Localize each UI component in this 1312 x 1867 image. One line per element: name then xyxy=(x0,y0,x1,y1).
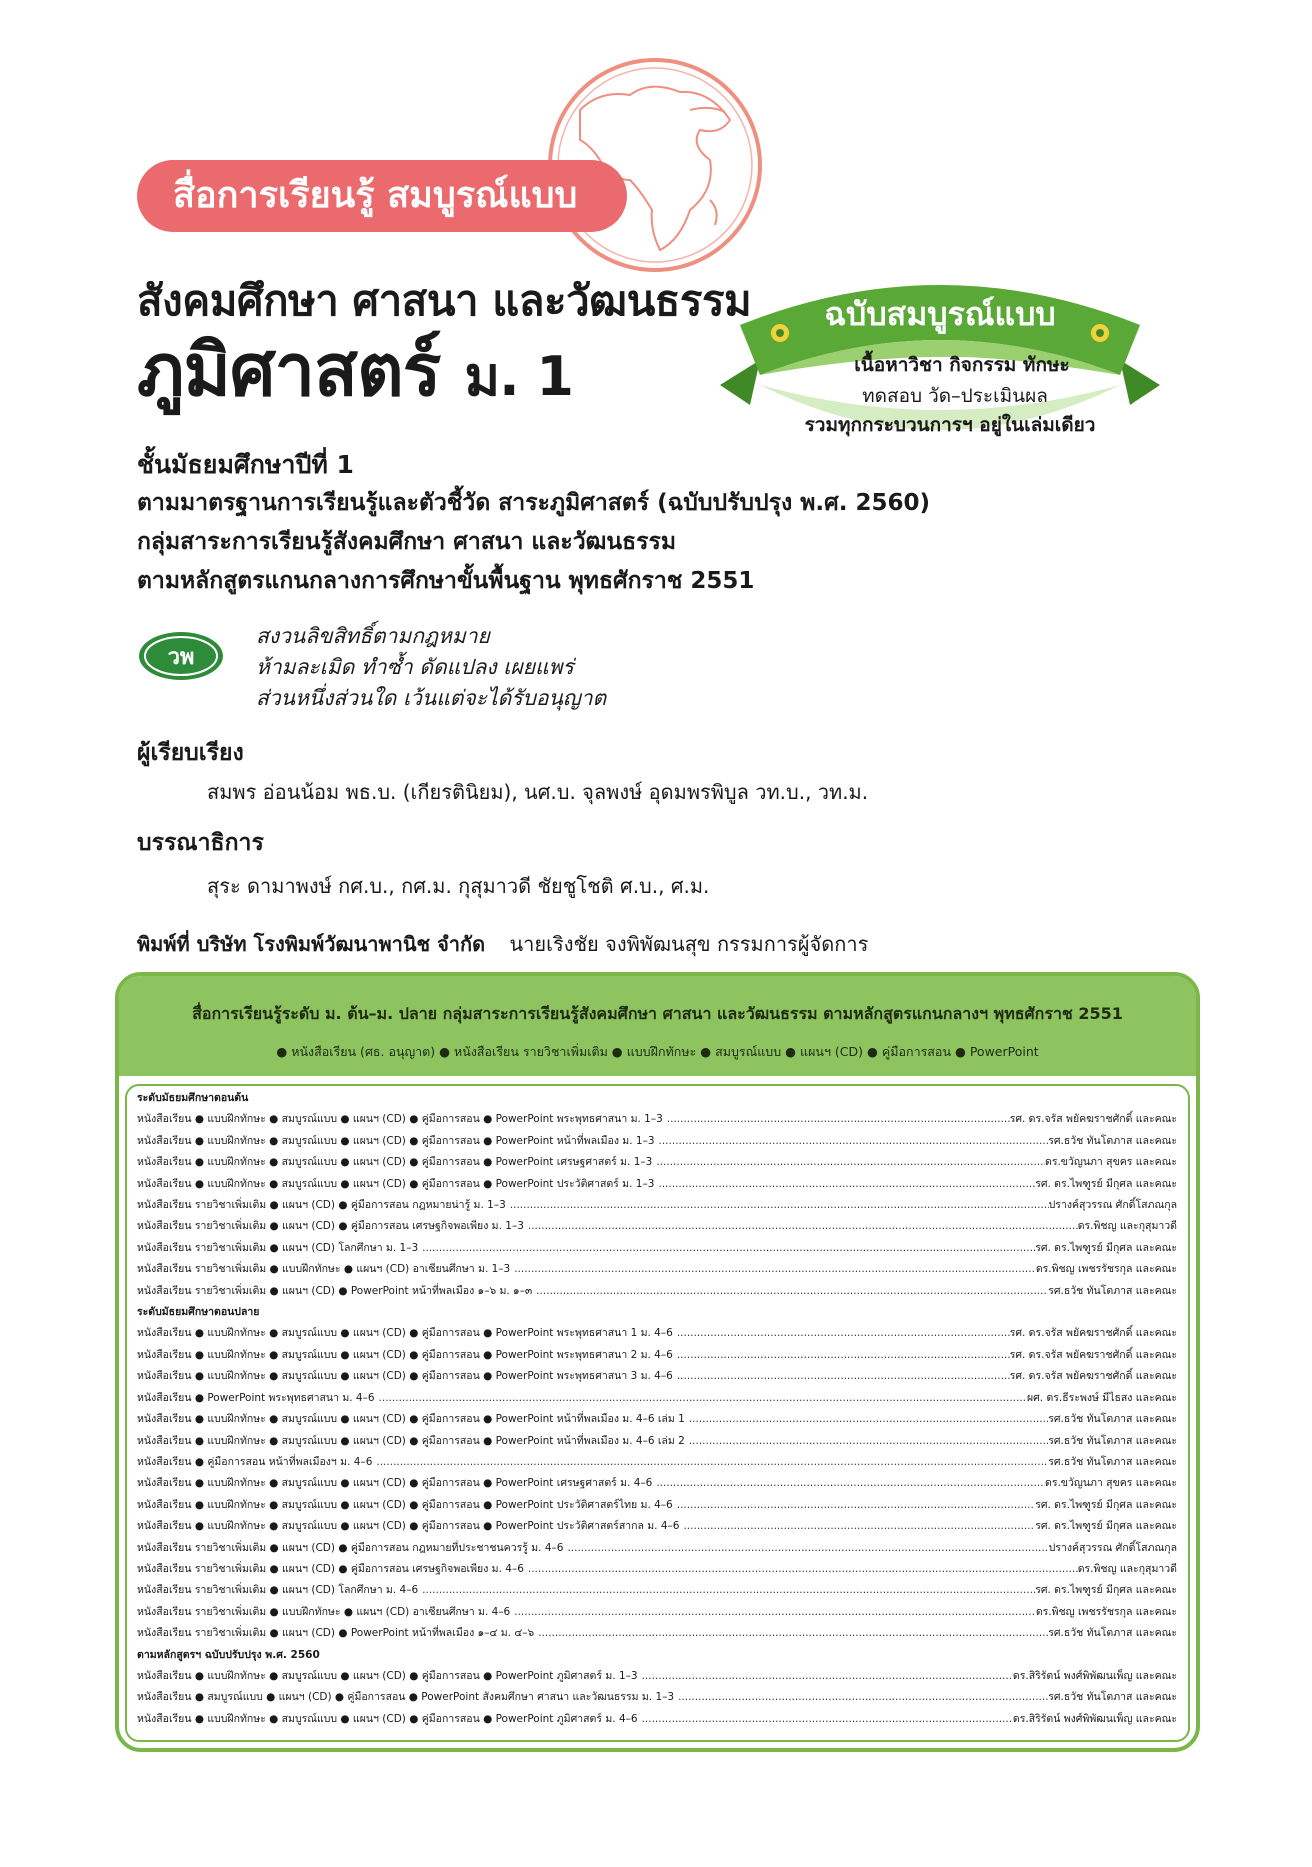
catalog-row-title: หนังสือเรียน ● แบบฝึกทักษะ ● สมบูรณ์แบบ ● แผนฯ (CD) ● คู่มือการสอน ● PowerPoint หน้าที่พลเมือง ม. 4–6 เล่ม 1 xyxy=(137,1413,685,1426)
editor-heading: บรรณาธิการ xyxy=(137,830,264,856)
catalog-row-author: รศ.ธวัช ทันโตภาส และคณะ xyxy=(1048,1134,1177,1147)
catalog-row xyxy=(137,1109,1177,1130)
catalog-row-title: หนังสือเรียน รายวิชาเพิ่มเติม ● แผนฯ (CD) ● คู่มือการสอน เศรษฐกิจพอเพียง ม. 1–3 xyxy=(137,1220,524,1233)
catalog-row-title: หนังสือเรียน รายวิชาเพิ่มเติม ● แผนฯ (CD) ● คู่มือการสอน กฎหมายที่ประชาชนควรรู้ ม. 4–6 xyxy=(137,1541,564,1554)
catalog-row-author: ดร.พิชญ และกุสุมาวดี xyxy=(1077,1562,1177,1575)
book-level: ม. 1 xyxy=(464,345,573,408)
catalog-row-author: ดร.สิริรัตน์ พงศ์พิพัฒนเพ็ญ และคณะ xyxy=(1012,1669,1177,1682)
dot-leader xyxy=(506,1195,1049,1216)
catalog-row xyxy=(137,1259,1177,1280)
catalog-row-title: หนังสือเรียน รายวิชาเพิ่มเติม ● แบบฝึกทักษะ ● แผนฯ (CD) อาเซียนศึกษา ม. 4–6 xyxy=(137,1605,511,1618)
dot-leader xyxy=(673,1366,1010,1387)
catalog-row-author: รศ. ดร.ไพฑูรย์ มีกุศล และคณะ xyxy=(1035,1241,1177,1254)
catalog-row xyxy=(137,1174,1177,1195)
dot-leader xyxy=(510,1259,1036,1280)
catalog-row-author: ดร.สิริรัตน์ พงศ์พิพัฒนเพ็ญ และคณะ xyxy=(1012,1712,1177,1725)
catalog-row-author: ดร.ขวัญนภา สุขคร และคณะ xyxy=(1045,1156,1177,1169)
badge-line-3: รวมทุกกระบวนการฯ อยู่ในเล่มเดียว xyxy=(804,414,1096,436)
dot-leader xyxy=(534,1623,1048,1644)
catalog-row xyxy=(137,1366,1177,1387)
catalog-row xyxy=(137,1602,1177,1623)
catalog-row xyxy=(137,1131,1177,1152)
catalog-row xyxy=(137,1409,1177,1430)
flower-icon xyxy=(1091,324,1109,342)
dot-leader xyxy=(685,1409,1048,1430)
catalog-row xyxy=(137,1580,1177,1601)
catalog-row xyxy=(137,1152,1177,1173)
catalog-row-title: หนังสือเรียน ● แบบฝึกทักษะ ● สมบูรณ์แบบ ● แผนฯ (CD) ● คู่มือการสอน ● PowerPoint หน้าที่พลเมือง ม. 4–6 เล่ม 2 xyxy=(137,1434,685,1447)
dot-leader xyxy=(652,1152,1045,1173)
dot-leader xyxy=(372,1452,1048,1473)
catalog-group-heading: ระดับมัธยมศึกษาตอนต้น xyxy=(137,1092,249,1104)
dot-leader xyxy=(375,1388,1027,1409)
catalog-row-title: หนังสือเรียน ● แบบฝึกทักษะ ● สมบูรณ์แบบ ● แผนฯ (CD) ● คู่มือการสอน ● PowerPoint ภูมิศาสตร์ ม. 1–3 xyxy=(137,1669,638,1682)
dot-leader xyxy=(563,1538,1048,1559)
catalog-row-author: รศ. ดร.ไพฑูรย์ มีกุศล และคณะ xyxy=(1035,1584,1177,1597)
dot-leader xyxy=(418,1580,1035,1601)
catalog-row-author: รศ.ธวัช ทันโตภาส และคณะ xyxy=(1048,1434,1177,1447)
catalog-row-title: หนังสือเรียน ● แบบฝึกทักษะ ● สมบูรณ์แบบ ● แผนฯ (CD) ● คู่มือการสอน ● PowerPoint ประวัติศาสตร์สากล ม. 4–6 xyxy=(137,1520,680,1533)
catalog-row-title: หนังสือเรียน ● แบบฝึกทักษะ ● สมบูรณ์แบบ ● แผนฯ (CD) ● คู่มือการสอน ● PowerPoint ประวัติศาสตร์ไทย ม. 4–6 xyxy=(137,1498,673,1511)
catalog-row-author: รศ.ธวัช ทันโตภาส และคณะ xyxy=(1048,1413,1177,1426)
catalog-row xyxy=(137,1195,1177,1216)
publisher-person: นายเริงชัย จงพิพัฒนสุข กรรมการผู้จัดการ xyxy=(509,932,869,956)
badge-ribbon-text: ฉบับสมบูรณ์แบบ xyxy=(824,295,1056,333)
catalog-row-title: หนังสือเรียน ● แบบฝึกทักษะ ● สมบูรณ์แบบ ● แผนฯ (CD) ● คู่มือการสอน ● PowerPoint เศรษฐศาสตร์ ม. 1–3 xyxy=(137,1156,653,1169)
dot-leader xyxy=(532,1281,1048,1302)
catalog-row xyxy=(137,1687,1177,1708)
catalog-row-author: รศ. ดร.จรัส พยัคฆราชศักดิ์ และคณะ xyxy=(1009,1348,1177,1361)
badge-line-1: เนื้อหาวิชา กิจกรรม ทักษะ xyxy=(854,354,1070,376)
catalog-row xyxy=(137,1431,1177,1452)
catalog-row-title: หนังสือเรียน ● แบบฝึกทักษะ ● สมบูรณ์แบบ ● แผนฯ (CD) ● คู่มือการสอน ● PowerPoint หน้าที่พลเมือง ม. 1–3 xyxy=(137,1134,655,1147)
book-title-text: ภูมิศาสตร์ xyxy=(137,328,441,412)
catalog-row-title: หนังสือเรียน ● แบบฝึกทักษะ ● สมบูรณ์แบบ ● แผนฯ (CD) ● คู่มือการสอน ● PowerPoint พระพุทธศาสนา 2 ม. 4–6 xyxy=(137,1348,673,1361)
catalog-row-title: หนังสือเรียน ● แบบฝึกทักษะ ● สมบูรณ์แบบ ● แผนฯ (CD) ● คู่มือการสอน ● PowerPoint พระพุทธศาสนา 1 ม. 4–6 xyxy=(137,1327,673,1340)
grade-level: ชั้นมัธยมศึกษาปีที่ 1 xyxy=(137,450,354,479)
catalog-row-author: ดร.พิชญ และกุสุมาวดี xyxy=(1077,1220,1177,1233)
catalog-group-heading: ระดับมัธยมศึกษาตอนปลาย xyxy=(137,1306,260,1319)
catalog-row xyxy=(137,1559,1177,1580)
catalog-row xyxy=(137,1623,1177,1644)
catalog-row xyxy=(137,1345,1177,1366)
dot-leader xyxy=(685,1431,1048,1452)
catalog-row xyxy=(137,1323,1177,1344)
catalog-row-author: ผศ. ดร.ธีระพงษ์ มีไธสง และคณะ xyxy=(1026,1391,1177,1404)
badge-line-2: ทดสอบ วัด–ประเมินผล xyxy=(862,385,1048,407)
dot-leader xyxy=(654,1174,1035,1195)
catalog-group-heading: ตามหลักสูตรฯ ฉบับปรับปรุง พ.ศ. 2560 xyxy=(137,1648,320,1661)
catalog-row-author: ดร.พิชญ เพชรรัชรกุล และคณะ xyxy=(1035,1605,1177,1618)
subject-heading: สังคมศึกษา ศาสนา และวัฒนธรรม xyxy=(137,276,752,325)
copyright-line: ส่วนหนึ่งส่วนใด เว้นแต่จะได้รับอนุญาต xyxy=(256,686,607,710)
logo-text: วพ xyxy=(167,645,195,670)
catalog-row-author: รศ.ธวัช ทันโตภาส และคณะ xyxy=(1048,1455,1177,1468)
dot-leader xyxy=(524,1559,1078,1580)
publisher-logo-icon xyxy=(137,630,225,682)
catalog-row-author: รศ.ธวัช ทันโตภาส และคณะ xyxy=(1048,1284,1177,1297)
catalog-row-author: รศ. ดร.จรัส พยัคฆราชศักดิ์ และคณะ xyxy=(1009,1370,1177,1383)
catalog-row-author: ดร.พิชญ เพชรรัชรกุล และคณะ xyxy=(1035,1263,1177,1276)
dot-leader xyxy=(418,1238,1035,1259)
dot-leader xyxy=(663,1109,1010,1130)
copyright-line: ห้ามละเมิด ทำซ้ำ ดัดแปลง เผยแพร่ xyxy=(256,655,574,679)
catalog-row-author: รศ.ธวัช ทันโตภาส และคณะ xyxy=(1048,1627,1177,1640)
catalog-header xyxy=(119,976,1196,1076)
catalog-row-title: หนังสือเรียน รายวิชาเพิ่มเติม ● แผนฯ (CD) ● คู่มือการสอน เศรษฐกิจพอเพียง ม. 4–6 xyxy=(137,1562,524,1575)
standard-line: ตามหลักสูตรแกนกลางการศึกษาขั้นพื้นฐาน พุทธศักราช 2551 xyxy=(137,568,755,594)
catalog-row-author: รศ. ดร.จรัส พยัคฆราชศักดิ์ และคณะ xyxy=(1009,1327,1177,1340)
catalog-row-title: หนังสือเรียน รายวิชาเพิ่มเติม ● แผนฯ (CD) ● PowerPoint หน้าที่พลเมือง ๑–๔ ม. ๔–๖ xyxy=(137,1627,535,1640)
catalog-row-title: หนังสือเรียน ● คู่มือการสอน หน้าที่พลเมืองฯ ม. 4–6 xyxy=(137,1455,373,1468)
dot-leader xyxy=(673,1345,1010,1366)
catalog-row-author: รศ. ดร.ไพฑูรย์ มีกุศล และคณะ xyxy=(1035,1520,1177,1533)
dot-leader xyxy=(510,1602,1036,1623)
dot-leader xyxy=(655,1131,1049,1152)
catalog-row xyxy=(137,1473,1177,1494)
catalog-row-author: รศ. ดร.ไพฑูรย์ มีกุศล และคณะ xyxy=(1035,1498,1177,1511)
publisher-label: พิมพ์ที่ บริษัท โรงพิมพ์วัฒนาพานิช จำกัด xyxy=(137,932,486,956)
catalog-row xyxy=(137,1516,1177,1537)
dot-leader xyxy=(638,1709,1013,1730)
standard-line: กลุ่มสาระการเรียนรู้สังคมศึกษา ศาสนา และวัฒนธรรม xyxy=(137,529,677,555)
catalog-row xyxy=(137,1238,1177,1259)
catalog-row xyxy=(137,1452,1177,1473)
catalog-row-title: หนังสือเรียน ● แบบฝึกทักษะ ● สมบูรณ์แบบ ● แผนฯ (CD) ● คู่มือการสอน ● PowerPoint ภูมิศาสตร์ ม. 4–6 xyxy=(137,1712,638,1725)
editor-names: สุระ ดามาพงษ์ กศ.บ., กศ.ม. กุสุมาวดี ชัยชูโชติ ศ.บ., ศ.ม. xyxy=(207,874,710,898)
catalog-row-author: รศ. ดร.ไพฑูรย์ มีกุศล และคณะ xyxy=(1035,1177,1177,1190)
catalog-row-title: หนังสือเรียน รายวิชาเพิ่มเติม ● แผนฯ (CD) โลกศึกษา ม. 4–6 xyxy=(137,1584,419,1597)
catalog-row-author: ปรางค์สุวรรณ ศักดิ์โสภณกุล xyxy=(1048,1541,1177,1554)
catalog-row-title: หนังสือเรียน ● สมบูรณ์แบบ ● แผนฯ (CD) ● คู่มือการสอน ● PowerPoint สังคมศึกษา ศาสนา และวัฒนธรรม ม. 1–3 xyxy=(137,1691,675,1704)
catalog-media-types: ● หนังสือเรียน (ศธ. อนุญาต) ● หนังสือเรียน รายวิชาเพิ่มเติม ● แบบฝึกทักษะ ● สมบูรณ์แบบ ● แผนฯ (CD) ● คู่มือการสอน ● PowerPoint xyxy=(276,1044,1039,1059)
catalog-row xyxy=(137,1495,1177,1516)
dot-leader xyxy=(679,1516,1035,1537)
author-names: สมพร อ่อนน้อม พธ.บ. (เกียรตินิยม), นศ.บ. จุลพงษ์ อุดมพรพิบูล วท.บ., วท.ม. xyxy=(207,780,869,804)
dot-leader xyxy=(673,1495,1035,1516)
catalog-row-title: หนังสือเรียน รายวิชาเพิ่มเติม ● แผนฯ (CD) ● คู่มือการสอน กฎหมายน่ารู้ ม. 1–3 xyxy=(137,1199,506,1212)
catalog-row-title: หนังสือเรียน ● PowerPoint พระพุทธศาสนา ม. 4–6 xyxy=(137,1391,375,1404)
catalog-row-title: หนังสือเรียน รายวิชาเพิ่มเติม ● แบบฝึกทักษะ ● แผนฯ (CD) อาเซียนศึกษา ม. 1–3 xyxy=(137,1263,511,1276)
standard-line: ตามมาตรฐานการเรียนรู้และตัวชี้วัด สาระภูมิศาสตร์ (ฉบับปรับปรุง พ.ศ. 2560) xyxy=(137,490,930,516)
catalog-title: สื่อการเรียนรู้ระดับ ม. ต้น–ม. ปลาย กลุ่มสาระการเรียนรู้สังคมศึกษา ศาสนา และวัฒนธรรม ตามหลักสูตรแกนกลางฯ พุทธศักราช 2551 xyxy=(192,1004,1123,1023)
dot-leader xyxy=(524,1216,1078,1237)
series-label-pill: สื่อการเรียนรู้ สมบูรณ์แบบ xyxy=(137,160,627,232)
catalog-row xyxy=(137,1281,1177,1302)
catalog-row-author: รศ. ดร.จรัส พยัคฆราชศักดิ์ และคณะ xyxy=(1009,1113,1177,1126)
catalog-row-author: ดร.ขวัญนภา สุขคร และคณะ xyxy=(1045,1477,1177,1490)
catalog-row-author: รศ.ธวัช ทันโตภาส และคณะ xyxy=(1048,1691,1177,1704)
author-heading: ผู้เรียบเรียง xyxy=(137,740,244,766)
catalog-book-list xyxy=(137,1088,1177,1730)
dot-leader xyxy=(638,1666,1013,1687)
flower-icon xyxy=(771,324,789,342)
catalog-row xyxy=(137,1538,1177,1559)
publisher-line xyxy=(137,928,868,960)
book-title xyxy=(137,330,573,417)
catalog-row-author: ปรางค์สุวรรณ ศักดิ์โสภณกุล xyxy=(1048,1199,1177,1212)
catalog-row-title: หนังสือเรียน รายวิชาเพิ่มเติม ● แผนฯ (CD) โลกศึกษา ม. 1–3 xyxy=(137,1241,419,1254)
copyright-line: สงวนลิขสิทธิ์ตามกฎหมาย xyxy=(256,624,490,648)
catalog-row xyxy=(137,1216,1177,1237)
catalog-box xyxy=(115,972,1200,1752)
dot-leader xyxy=(673,1323,1010,1344)
dot-leader xyxy=(674,1687,1048,1708)
dot-leader xyxy=(652,1473,1045,1494)
catalog-row xyxy=(137,1666,1177,1687)
catalog-row-title: หนังสือเรียน ● แบบฝึกทักษะ ● สมบูรณ์แบบ ● แผนฯ (CD) ● คู่มือการสอน ● PowerPoint เศรษฐศาสตร์ ม. 4–6 xyxy=(137,1477,653,1490)
catalog-row-title: หนังสือเรียน ● แบบฝึกทักษะ ● สมบูรณ์แบบ ● แผนฯ (CD) ● คู่มือการสอน ● PowerPoint พระพุทธศาสนา 3 ม. 4–6 xyxy=(137,1370,673,1383)
catalog-row-title: หนังสือเรียน ● แบบฝึกทักษะ ● สมบูรณ์แบบ ● แผนฯ (CD) ● คู่มือการสอน ● PowerPoint พระพุทธศาสนา ม. 1–3 xyxy=(137,1113,663,1126)
catalog-row xyxy=(137,1709,1177,1730)
catalog-row-title: หนังสือเรียน ● แบบฝึกทักษะ ● สมบูรณ์แบบ ● แผนฯ (CD) ● คู่มือการสอน ● PowerPoint ประวัติศาสตร์ ม. 1–3 xyxy=(137,1177,655,1190)
catalog-row-title: หนังสือเรียน รายวิชาเพิ่มเติม ● แผนฯ (CD) ● PowerPoint หน้าที่พลเมือง ๑–๖ ม. ๑–๓ xyxy=(137,1284,533,1297)
catalog-row xyxy=(137,1388,1177,1409)
